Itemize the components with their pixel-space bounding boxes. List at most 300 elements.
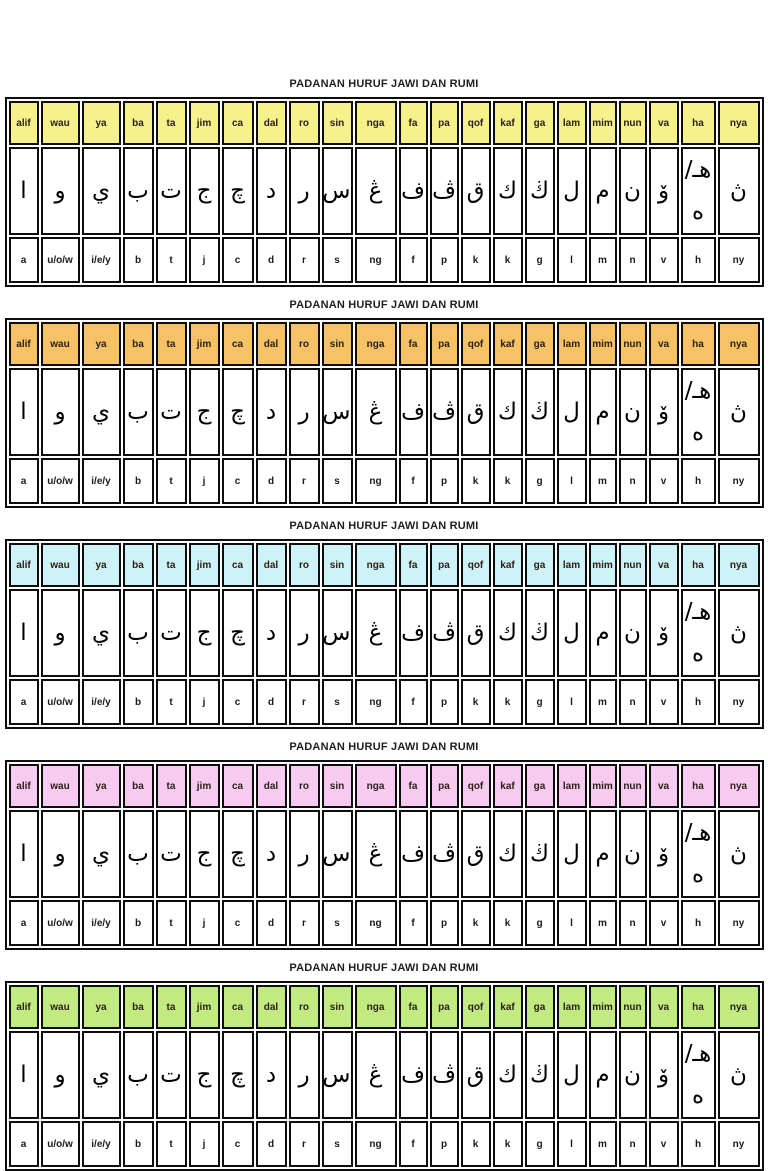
letter-name-cell-wau: wau — [41, 101, 80, 145]
rumi-letter-cell-alif: a — [9, 458, 39, 504]
jawi-letter-cell-nya: ڽ — [718, 589, 760, 677]
rumi-letter-cell-nun: n — [619, 237, 647, 283]
jawi-letter-cell-fa: ف — [399, 810, 428, 898]
rumi-letter-cell-pa: p — [430, 458, 459, 504]
table-title: PADANAN HURUF JAWI DAN RUMI — [289, 962, 479, 974]
rumi-letter-cell-qof: k — [461, 900, 491, 946]
jawi-letter-cell-lam: ل — [557, 589, 587, 677]
rumi-letter-cell-lam: l — [557, 237, 587, 283]
rumi-letter-cell-ha: h — [681, 458, 716, 504]
letter-name-cell-dal: dal — [256, 985, 287, 1029]
letter-name-cell-va: va — [649, 985, 679, 1029]
letter-name-cell-sin: sin — [322, 101, 353, 145]
rumi-letter-cell-dal: d — [256, 679, 287, 725]
rumi-letter-cell-ca: c — [222, 679, 254, 725]
letter-name-cell-sin: sin — [322, 543, 353, 587]
letter-name-cell-ha: ha — [681, 101, 716, 145]
rumi-letter-cell-kaf: k — [493, 1121, 523, 1167]
rumi-letter-cell-kaf: k — [493, 458, 523, 504]
letter-name-cell-nga: nga — [355, 985, 397, 1029]
rumi-letter-cell-mim: m — [589, 1121, 617, 1167]
letter-name-cell-ba: ba — [123, 543, 154, 587]
jawi-letter-cell-pa: ڤ — [430, 589, 459, 677]
rumi-letter-cell-alif: a — [9, 237, 39, 283]
rumi-letter-cell-fa: f — [399, 900, 428, 946]
jawi-letter-cell-ba: ب — [123, 810, 154, 898]
jawi-letter-cell-alif: ا — [9, 810, 39, 898]
letter-name-cell-kaf: kaf — [493, 985, 523, 1029]
letter-name-cell-jim: jim — [189, 764, 220, 808]
letter-name-cell-ca: ca — [222, 322, 254, 366]
jawi-letter-cell-qof: ق — [461, 1031, 491, 1119]
rumi-letter-cell-ha: h — [681, 1121, 716, 1167]
letter-name-cell-ca: ca — [222, 985, 254, 1029]
jawi-rumi-table — [5, 318, 764, 508]
letter-name-cell-ga: ga — [525, 543, 555, 587]
jawi-letter-cell-alif: ا — [9, 1031, 39, 1119]
rumi-letter-cell-kaf: k — [493, 237, 523, 283]
letter-name-cell-dal: dal — [256, 101, 287, 145]
letter-name-cell-alif: alif — [9, 985, 39, 1029]
jawi-letter-cell-ga: ڬ — [525, 810, 555, 898]
rumi-letter-cell-alif: a — [9, 900, 39, 946]
jawi-letter-cell-lam: ل — [557, 147, 587, 235]
jawi-letter-cell-ca: چ — [222, 368, 254, 456]
letter-name-cell-mim: mim — [589, 764, 617, 808]
jawi-letter-cell-mim: م — [589, 147, 617, 235]
jawi-letter-cell-nga: ڠ — [355, 810, 397, 898]
rumi-letter-cell-pa: p — [430, 1121, 459, 1167]
table-title: PADANAN HURUF JAWI DAN RUMI — [289, 299, 479, 311]
rumi-letter-cell-fa: f — [399, 1121, 428, 1167]
rumi-letter-cell-dal: d — [256, 1121, 287, 1167]
jawi-letter-cell-jim: ج — [189, 368, 220, 456]
jawi-letter-cell-nun: ن — [619, 368, 647, 456]
letter-name-cell-nun: nun — [619, 764, 647, 808]
jawi-letter-cell-nya: ڽ — [718, 147, 760, 235]
rumi-letter-cell-nya: ny — [718, 900, 760, 946]
jawi-letter-cell-ha: هـ/ه — [681, 147, 716, 235]
column-names-row — [9, 322, 760, 366]
jawi-letter-cell-ga: ڬ — [525, 589, 555, 677]
letter-name-cell-ca: ca — [222, 543, 254, 587]
padanan-table-block-4 — [0, 741, 768, 950]
jawi-letter-cell-qof: ق — [461, 368, 491, 456]
rumi-letter-cell-kaf: k — [493, 900, 523, 946]
letter-name-cell-dal: dal — [256, 543, 287, 587]
letter-name-cell-lam: lam — [557, 322, 587, 366]
jawi-letter-cell-kaf: ك — [493, 368, 523, 456]
rumi-letter-cell-nga: ng — [355, 679, 397, 725]
letter-name-cell-ga: ga — [525, 101, 555, 145]
padanan-table-block-3 — [0, 520, 768, 729]
rumi-letter-cell-ga: g — [525, 1121, 555, 1167]
rumi-letter-cell-sin: s — [322, 458, 353, 504]
letter-name-cell-jim: jim — [189, 985, 220, 1029]
letter-name-cell-ba: ba — [123, 985, 154, 1029]
rumi-letter-cell-sin: s — [322, 900, 353, 946]
letter-name-cell-ba: ba — [123, 101, 154, 145]
jawi-letters-row — [9, 147, 760, 235]
jawi-letter-cell-ha: هـ/ه — [681, 368, 716, 456]
letter-name-cell-alif: alif — [9, 322, 39, 366]
letter-name-cell-ya: ya — [82, 101, 121, 145]
rumi-letter-cell-ba: b — [123, 1121, 154, 1167]
rumi-letter-cell-nya: ny — [718, 458, 760, 504]
letter-name-cell-va: va — [649, 322, 679, 366]
jawi-letter-cell-pa: ڤ — [430, 810, 459, 898]
jawi-letter-cell-ga: ڬ — [525, 1031, 555, 1119]
jawi-letter-cell-qof: ق — [461, 810, 491, 898]
rumi-letters-row — [9, 237, 760, 283]
letter-name-cell-fa: fa — [399, 322, 428, 366]
rumi-letter-cell-lam: l — [557, 458, 587, 504]
rumi-letter-cell-nun: n — [619, 458, 647, 504]
rumi-letter-cell-nun: n — [619, 679, 647, 725]
rumi-letter-cell-pa: p — [430, 237, 459, 283]
rumi-letter-cell-dal: d — [256, 458, 287, 504]
rumi-letter-cell-ta: t — [156, 1121, 187, 1167]
jawi-letter-cell-pa: ڤ — [430, 368, 459, 456]
letter-name-cell-nya: nya — [718, 985, 760, 1029]
rumi-letters-row — [9, 458, 760, 504]
jawi-letter-cell-nga: ڠ — [355, 147, 397, 235]
jawi-letter-cell-dal: د — [256, 147, 287, 235]
letter-name-cell-nga: nga — [355, 764, 397, 808]
jawi-letter-cell-sin: س — [322, 147, 353, 235]
letter-name-cell-ga: ga — [525, 764, 555, 808]
jawi-letter-cell-kaf: ك — [493, 147, 523, 235]
jawi-letter-cell-pa: ڤ — [430, 1031, 459, 1119]
rumi-letter-cell-jim: j — [189, 237, 220, 283]
rumi-letter-cell-ba: b — [123, 679, 154, 725]
letter-name-cell-wau: wau — [41, 322, 80, 366]
letter-name-cell-sin: sin — [322, 764, 353, 808]
jawi-letter-cell-ga: ڬ — [525, 368, 555, 456]
jawi-letter-cell-dal: د — [256, 368, 287, 456]
letter-name-cell-jim: jim — [189, 543, 220, 587]
letter-name-cell-fa: fa — [399, 543, 428, 587]
rumi-letter-cell-alif: a — [9, 679, 39, 725]
jawi-letter-cell-ya: ي — [82, 368, 121, 456]
letter-name-cell-ta: ta — [156, 101, 187, 145]
letter-name-cell-kaf: kaf — [493, 101, 523, 145]
letter-name-cell-lam: lam — [557, 101, 587, 145]
rumi-letter-cell-ya: i/e/y — [82, 237, 121, 283]
letter-name-cell-ta: ta — [156, 543, 187, 587]
letter-name-cell-qof: qof — [461, 764, 491, 808]
jawi-letter-cell-nga: ڠ — [355, 368, 397, 456]
letter-name-cell-pa: pa — [430, 543, 459, 587]
jawi-letter-cell-qof: ق — [461, 589, 491, 677]
rumi-letter-cell-ca: c — [222, 900, 254, 946]
letter-name-cell-ya: ya — [82, 543, 121, 587]
rumi-letter-cell-nun: n — [619, 900, 647, 946]
rumi-letter-cell-nya: ny — [718, 679, 760, 725]
table-title: PADANAN HURUF JAWI DAN RUMI — [289, 78, 479, 90]
letter-name-cell-ca: ca — [222, 764, 254, 808]
rumi-letter-cell-lam: l — [557, 900, 587, 946]
letter-name-cell-ba: ba — [123, 764, 154, 808]
rumi-letter-cell-qof: k — [461, 1121, 491, 1167]
jawi-letter-cell-ha: هـ/ه — [681, 589, 716, 677]
letter-name-cell-dal: dal — [256, 764, 287, 808]
letter-name-cell-nya: nya — [718, 101, 760, 145]
jawi-letter-cell-va: ۆ — [649, 1031, 679, 1119]
jawi-letter-cell-ya: ي — [82, 810, 121, 898]
rumi-letter-cell-pa: p — [430, 900, 459, 946]
letter-name-cell-ta: ta — [156, 764, 187, 808]
letter-name-cell-ya: ya — [82, 764, 121, 808]
jawi-letter-cell-wau: و — [41, 810, 80, 898]
letter-name-cell-qof: qof — [461, 985, 491, 1029]
jawi-letter-cell-ro: ر — [289, 589, 320, 677]
rumi-letter-cell-fa: f — [399, 679, 428, 725]
jawi-letter-cell-ro: ر — [289, 1031, 320, 1119]
jawi-letter-cell-fa: ف — [399, 368, 428, 456]
rumi-letter-cell-va: v — [649, 679, 679, 725]
letter-name-cell-wau: wau — [41, 543, 80, 587]
rumi-letter-cell-jim: j — [189, 900, 220, 946]
rumi-letter-cell-ga: g — [525, 458, 555, 504]
jawi-letter-cell-nya: ڽ — [718, 810, 760, 898]
rumi-letter-cell-sin: s — [322, 237, 353, 283]
letter-name-cell-pa: pa — [430, 101, 459, 145]
letter-name-cell-nun: nun — [619, 322, 647, 366]
rumi-letter-cell-nga: ng — [355, 458, 397, 504]
jawi-letter-cell-nun: ن — [619, 810, 647, 898]
jawi-letter-cell-wau: و — [41, 1031, 80, 1119]
rumi-letter-cell-ga: g — [525, 237, 555, 283]
table-title: PADANAN HURUF JAWI DAN RUMI — [289, 520, 479, 532]
jawi-letter-cell-nya: ڽ — [718, 1031, 760, 1119]
rumi-letter-cell-ro: r — [289, 237, 320, 283]
jawi-letter-cell-ba: ب — [123, 368, 154, 456]
letter-name-cell-ba: ba — [123, 322, 154, 366]
table-title: PADANAN HURUF JAWI DAN RUMI — [289, 741, 479, 753]
jawi-letter-cell-ca: چ — [222, 147, 254, 235]
jawi-rumi-table — [5, 97, 764, 287]
rumi-letter-cell-qof: k — [461, 237, 491, 283]
rumi-letter-cell-nga: ng — [355, 900, 397, 946]
rumi-letter-cell-jim: j — [189, 679, 220, 725]
letter-name-cell-fa: fa — [399, 101, 428, 145]
jawi-letter-cell-fa: ف — [399, 589, 428, 677]
letter-name-cell-fa: fa — [399, 764, 428, 808]
jawi-letter-cell-qof: ق — [461, 147, 491, 235]
jawi-letter-cell-ta: ت — [156, 810, 187, 898]
letter-name-cell-ha: ha — [681, 985, 716, 1029]
letter-name-cell-alif: alif — [9, 543, 39, 587]
jawi-letter-cell-ya: ي — [82, 147, 121, 235]
rumi-letter-cell-ya: i/e/y — [82, 900, 121, 946]
padanan-table-block-5 — [0, 962, 768, 1171]
letter-name-cell-ha: ha — [681, 322, 716, 366]
letter-name-cell-kaf: kaf — [493, 764, 523, 808]
jawi-letter-cell-wau: و — [41, 368, 80, 456]
jawi-letter-cell-sin: س — [322, 589, 353, 677]
jawi-letters-row — [9, 368, 760, 456]
jawi-letter-cell-nun: ن — [619, 147, 647, 235]
letter-name-cell-ta: ta — [156, 322, 187, 366]
letter-name-cell-wau: wau — [41, 985, 80, 1029]
jawi-letter-cell-alif: ا — [9, 589, 39, 677]
rumi-letter-cell-ca: c — [222, 1121, 254, 1167]
rumi-letter-cell-ya: i/e/y — [82, 1121, 121, 1167]
letter-name-cell-ya: ya — [82, 322, 121, 366]
rumi-letter-cell-mim: m — [589, 900, 617, 946]
rumi-letter-cell-ya: i/e/y — [82, 679, 121, 725]
jawi-letter-cell-ba: ب — [123, 589, 154, 677]
rumi-letter-cell-ta: t — [156, 900, 187, 946]
letter-name-cell-nun: nun — [619, 985, 647, 1029]
jawi-letter-cell-sin: س — [322, 810, 353, 898]
rumi-letter-cell-va: v — [649, 458, 679, 504]
letter-name-cell-nga: nga — [355, 101, 397, 145]
padanan-table-block-1 — [0, 78, 768, 287]
rumi-letter-cell-wau: u/o/w — [41, 237, 80, 283]
rumi-letter-cell-ro: r — [289, 679, 320, 725]
rumi-letter-cell-nya: ny — [718, 237, 760, 283]
rumi-letter-cell-ta: t — [156, 237, 187, 283]
jawi-letter-cell-ya: ي — [82, 589, 121, 677]
letter-name-cell-ya: ya — [82, 985, 121, 1029]
jawi-letter-cell-ba: ب — [123, 1031, 154, 1119]
jawi-letter-cell-ca: چ — [222, 810, 254, 898]
letter-name-cell-nga: nga — [355, 322, 397, 366]
letter-name-cell-jim: jim — [189, 101, 220, 145]
letter-name-cell-nun: nun — [619, 543, 647, 587]
letter-name-cell-ro: ro — [289, 322, 320, 366]
jawi-letter-cell-nga: ڠ — [355, 589, 397, 677]
jawi-letter-cell-fa: ف — [399, 147, 428, 235]
letter-name-cell-va: va — [649, 764, 679, 808]
letter-name-cell-sin: sin — [322, 322, 353, 366]
jawi-letter-cell-jim: ج — [189, 810, 220, 898]
jawi-rumi-table — [5, 539, 764, 729]
letter-name-cell-lam: lam — [557, 543, 587, 587]
rumi-letter-cell-ba: b — [123, 900, 154, 946]
letter-name-cell-nga: nga — [355, 543, 397, 587]
jawi-letter-cell-kaf: ك — [493, 810, 523, 898]
rumi-letter-cell-jim: j — [189, 458, 220, 504]
rumi-letter-cell-fa: f — [399, 458, 428, 504]
letter-name-cell-alif: alif — [9, 764, 39, 808]
jawi-letter-cell-ca: چ — [222, 589, 254, 677]
rumi-letter-cell-mim: m — [589, 679, 617, 725]
padanan-table-block-2 — [0, 299, 768, 508]
rumi-letter-cell-dal: d — [256, 900, 287, 946]
letter-name-cell-mim: mim — [589, 985, 617, 1029]
jawi-letter-cell-ga: ڬ — [525, 147, 555, 235]
rumi-letter-cell-nya: ny — [718, 1121, 760, 1167]
rumi-letter-cell-fa: f — [399, 237, 428, 283]
jawi-letter-cell-wau: و — [41, 147, 80, 235]
rumi-letter-cell-ca: c — [222, 458, 254, 504]
rumi-letter-cell-nga: ng — [355, 1121, 397, 1167]
letter-name-cell-ro: ro — [289, 543, 320, 587]
letter-name-cell-va: va — [649, 543, 679, 587]
letter-name-cell-nya: nya — [718, 543, 760, 587]
jawi-letters-row — [9, 589, 760, 677]
rumi-letter-cell-lam: l — [557, 679, 587, 725]
jawi-letter-cell-mim: م — [589, 368, 617, 456]
letter-name-cell-fa: fa — [399, 985, 428, 1029]
jawi-letter-cell-ha: هـ/ه — [681, 1031, 716, 1119]
rumi-letter-cell-ga: g — [525, 900, 555, 946]
jawi-letter-cell-jim: ج — [189, 147, 220, 235]
jawi-letter-cell-ha: هـ/ه — [681, 810, 716, 898]
letter-name-cell-kaf: kaf — [493, 322, 523, 366]
jawi-letter-cell-nun: ن — [619, 1031, 647, 1119]
column-names-row — [9, 543, 760, 587]
jawi-letter-cell-jim: ج — [189, 1031, 220, 1119]
jawi-letter-cell-alif: ا — [9, 368, 39, 456]
jawi-letter-cell-fa: ف — [399, 1031, 428, 1119]
jawi-letter-cell-mim: م — [589, 810, 617, 898]
jawi-letter-cell-va: ۆ — [649, 810, 679, 898]
rumi-letter-cell-kaf: k — [493, 679, 523, 725]
jawi-letter-cell-ca: چ — [222, 1031, 254, 1119]
jawi-letters-row — [9, 1031, 760, 1119]
jawi-letter-cell-ro: ر — [289, 147, 320, 235]
letter-name-cell-qof: qof — [461, 322, 491, 366]
letter-name-cell-pa: pa — [430, 322, 459, 366]
letter-name-cell-ro: ro — [289, 764, 320, 808]
letter-name-cell-ca: ca — [222, 101, 254, 145]
rumi-letter-cell-alif: a — [9, 1121, 39, 1167]
jawi-letter-cell-nun: ن — [619, 589, 647, 677]
rumi-letter-cell-nga: ng — [355, 237, 397, 283]
rumi-letter-cell-ya: i/e/y — [82, 458, 121, 504]
rumi-letter-cell-sin: s — [322, 1121, 353, 1167]
rumi-letter-cell-ba: b — [123, 237, 154, 283]
letter-name-cell-ga: ga — [525, 985, 555, 1029]
letter-name-cell-ro: ro — [289, 985, 320, 1029]
letter-name-cell-ga: ga — [525, 322, 555, 366]
rumi-letter-cell-wau: u/o/w — [41, 458, 80, 504]
letter-name-cell-ha: ha — [681, 543, 716, 587]
jawi-letter-cell-ta: ت — [156, 368, 187, 456]
jawi-letter-cell-sin: س — [322, 368, 353, 456]
letter-name-cell-pa: pa — [430, 985, 459, 1029]
letter-name-cell-ta: ta — [156, 985, 187, 1029]
jawi-letter-cell-mim: م — [589, 1031, 617, 1119]
jawi-letter-cell-lam: ل — [557, 1031, 587, 1119]
rumi-letter-cell-va: v — [649, 1121, 679, 1167]
rumi-letter-cell-ha: h — [681, 237, 716, 283]
rumi-letter-cell-ro: r — [289, 458, 320, 504]
jawi-letter-cell-nya: ڽ — [718, 368, 760, 456]
rumi-letter-cell-wau: u/o/w — [41, 900, 80, 946]
jawi-letter-cell-ba: ب — [123, 147, 154, 235]
jawi-letter-cell-kaf: ك — [493, 589, 523, 677]
rumi-letter-cell-ba: b — [123, 458, 154, 504]
jawi-letter-cell-kaf: ك — [493, 1031, 523, 1119]
rumi-letter-cell-qof: k — [461, 679, 491, 725]
rumi-letter-cell-ro: r — [289, 1121, 320, 1167]
jawi-letter-cell-ta: ت — [156, 589, 187, 677]
letter-name-cell-qof: qof — [461, 543, 491, 587]
jawi-letter-cell-dal: د — [256, 810, 287, 898]
jawi-rumi-table — [5, 981, 764, 1171]
jawi-letter-cell-alif: ا — [9, 147, 39, 235]
rumi-letter-cell-ga: g — [525, 679, 555, 725]
letter-name-cell-wau: wau — [41, 764, 80, 808]
letter-name-cell-kaf: kaf — [493, 543, 523, 587]
letter-name-cell-lam: lam — [557, 764, 587, 808]
rumi-letter-cell-mim: m — [589, 458, 617, 504]
